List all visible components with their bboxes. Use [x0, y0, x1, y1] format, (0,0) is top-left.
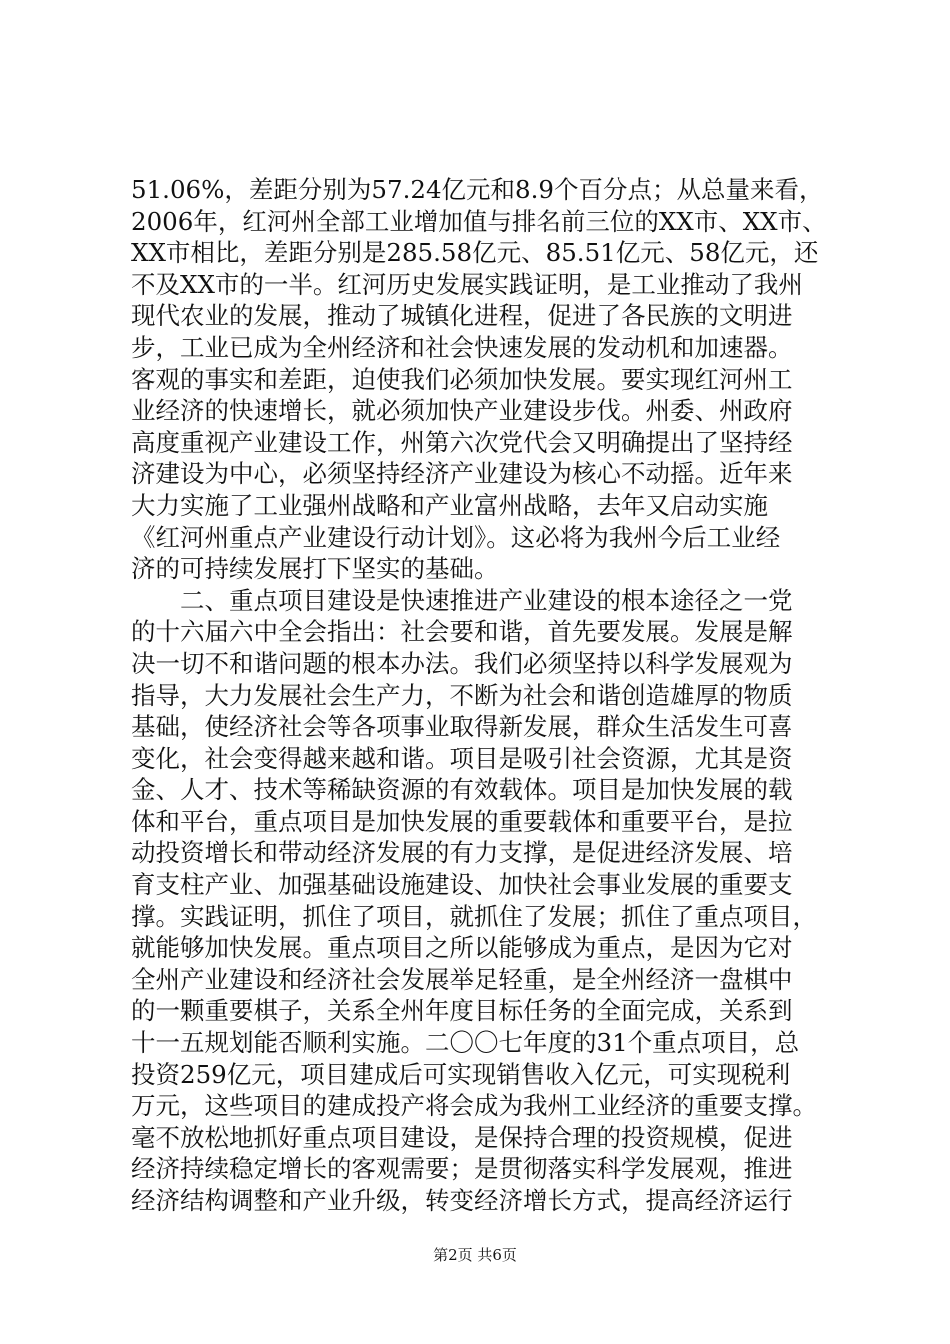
- text-line: 大力实施了工业强州战略和产业富州战略，去年又启动实施: [131, 490, 768, 520]
- text-line: 业经济的快速增长，就必须加快产业建设步伐。州委、州政府: [131, 396, 793, 426]
- page-number-footer: 第2页 共6页: [433, 1246, 517, 1264]
- text-line: 全州产业建设和经济社会发展举足轻重，是全州经济一盘棋中: [131, 964, 793, 994]
- text-line: 不及XX市的一半。红河历史发展实践证明，是工业推动了我州: [131, 269, 803, 299]
- text-line: 体和平台，重点项目是加快发展的重要载体和重要平台，是拉: [131, 806, 793, 836]
- text-line: 基础，使经济社会等各项事业取得新发展，群众生活发生可喜: [131, 712, 793, 742]
- text-line: 经济持续稳定增长的客观需要；是贯彻落实科学发展观，推进: [131, 1154, 793, 1184]
- text-line: 高度重视产业建设工作，州第六次党代会又明确提出了坚持经: [131, 427, 793, 457]
- text-line: 步，工业已成为全州经济和社会快速发展的发动机和加速器。: [131, 332, 793, 362]
- section-heading-line: 二、重点项目建设是快速推进产业建设的根本途径之一党: [180, 585, 793, 615]
- document-body: [131, 174, 831, 1217]
- text-line: 51.06%，差距分别为57.24亿元和8.9个百分点；从总量来看，: [131, 175, 824, 204]
- text-line: XX市相比，差距分别是285.58亿元、85.51亿元、58亿元，还: [131, 238, 819, 268]
- text-line: 现代农业的发展，推动了城镇化进程，促进了各民族的文明进: [131, 301, 793, 331]
- text-line: 变化，社会变得越来越和谐。项目是吸引社会资源，尤其是资: [131, 743, 793, 773]
- text-line: 指导，大力发展社会生产力，不断为社会和谐创造雄厚的物质: [131, 680, 793, 710]
- text-line: 决一切不和谐问题的根本办法。我们必须坚持以科学发展观为: [131, 648, 793, 678]
- text-line: 动投资增长和带动经济发展的有力支撑，是促进经济发展、培: [131, 838, 793, 868]
- text-line: 的十六届六中全会指出：社会要和谐，首先要发展。发展是解: [131, 617, 793, 647]
- text-line: 2006年，红河州全部工业增加值与排名前三位的XX市、XX市、: [131, 206, 827, 236]
- text-line: 经济结构调整和产业升级，转变经济增长方式，提高经济运行: [131, 1186, 793, 1215]
- text-line: 万元，这些项目的建成投产将会成为我州工业经济的重要支撑。: [131, 1091, 817, 1121]
- text-line: 济的可持续发展打下坚实的基础。: [131, 554, 499, 584]
- text-line: 毫不放松地抓好重点项目建设，是保持合理的投资规模，促进: [131, 1122, 793, 1152]
- text-line: 育支柱产业、加强基础设施建设、加快社会事业发展的重要支: [131, 870, 793, 900]
- text-line: 投资259亿元，项目建成后可实现销售收入亿元，可实现税利: [131, 1059, 791, 1089]
- text-line: 客观的事实和差距，迫使我们必须加快发展。要实现红河州工: [131, 364, 793, 394]
- text-line: 十一五规划能否顺利实施。二〇〇七年度的31个重点项目，总: [131, 1028, 800, 1058]
- text-line: 撑。实践证明，抓住了项目，就抓住了发展；抓住了重点项目，: [131, 901, 817, 931]
- text-line: 就能够加快发展。重点项目之所以能够成为重点，是因为它对: [131, 933, 793, 963]
- text-line: 《红河州重点产业建设行动计划》。这必将为我州今后工业经: [131, 522, 781, 552]
- text-line: 的一颗重要棋子，关系全州年度目标任务的全面完成，关系到: [131, 996, 793, 1026]
- text-line: 济建设为中心，必须坚持经济产业建设为核心不动摇。近年来: [131, 459, 793, 489]
- text-line: 金、人才、技术等稀缺资源的有效载体。项目是加快发展的载: [131, 775, 793, 805]
